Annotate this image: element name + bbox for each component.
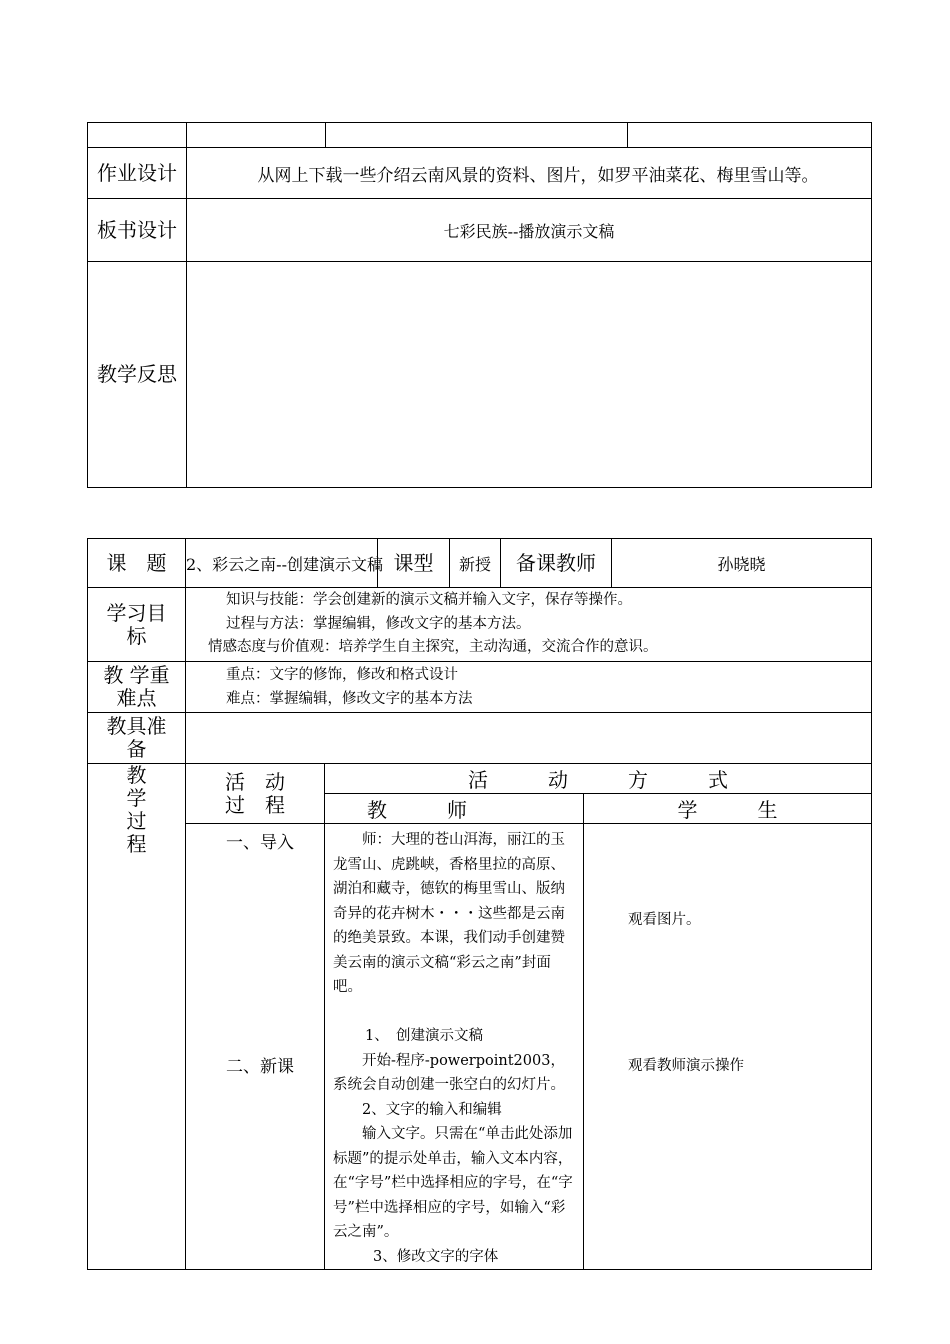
teacher-paragraph (333, 1000, 577, 1025)
teacher-paragraph: 开始-程序-powerpoint2003，系统会自动创建一张空白的幻灯片。 (333, 1052, 565, 1093)
step-intro: 一、导入 (226, 833, 294, 853)
empty-cell (88, 123, 187, 148)
process-body-row (88, 824, 872, 1270)
key-label: 教 学重难点 (88, 662, 186, 713)
key-line: 难点：掌握编辑，修改文字的基本方法 (226, 691, 473, 707)
goal-row (88, 588, 872, 662)
teacher-paragraph: 2、文字的输入和编辑 (362, 1101, 502, 1118)
lesson-plan-table (87, 538, 872, 1270)
empty-header-row (88, 123, 872, 148)
teacher-paragraph: 1、 创建演示文稿 (365, 1028, 483, 1044)
topic-row (88, 539, 872, 588)
homework-label: 作业设计 (88, 148, 187, 199)
reflection-label: 教学反思 (88, 262, 187, 488)
student-activity (584, 824, 872, 1270)
board-row (88, 199, 872, 262)
student-action: 观看教师演示操作 (628, 1058, 744, 1074)
tools-label: 教具准备 (88, 713, 186, 764)
key-line: 重点：文字的修饰，修改和格式设计 (226, 667, 458, 683)
activity-label (186, 764, 325, 824)
key-points-row (88, 662, 872, 713)
tools-content (186, 713, 872, 764)
student-column-header: 学 生 (584, 794, 872, 824)
teacher-label: 备课教师 (501, 539, 612, 588)
empty-cell (628, 123, 872, 148)
tools-row (88, 713, 872, 764)
type-value: 新授 (450, 539, 501, 588)
teacher-activity (325, 824, 584, 1270)
board-text: 七彩民族--播放演示文稿 (187, 199, 872, 262)
empty-cell (326, 123, 628, 148)
student-action: 观看图片。 (628, 912, 701, 928)
homework-board-table (87, 122, 872, 488)
activity-label-line: 活 动 (225, 769, 285, 794)
activity-label-line: 过 程 (225, 792, 285, 817)
goal-line: 情感态度与价值观：培养学生自主探究，主动沟通，交流合作的意识。 (208, 639, 658, 656)
reflection-row (88, 262, 872, 488)
homework-row (88, 148, 872, 199)
key-content (186, 662, 872, 713)
topic-label: 课 题 (88, 539, 186, 588)
board-label: 板书设计 (88, 199, 187, 262)
homework-text: 从网上下载一些介绍云南风景的资料、图片，如罗平油菜花、梅里雪山等。 (187, 148, 872, 199)
goal-label: 学习目标 (88, 588, 186, 662)
teacher-paragraph: 输入文字。只需在“单击此处添加标题”的提示处单击，输入文本内容，在“字号”栏中选择相应的字号，在“字号”栏中选择相应的字号，如输入“彩云之南”。 (333, 1126, 573, 1240)
goal-content (186, 588, 872, 662)
process-steps (186, 824, 325, 1270)
reflection-content (187, 262, 872, 488)
empty-cell (187, 123, 326, 148)
teacher-paragraph: 3、修改文字的字体 (373, 1248, 499, 1265)
goal-line: 过程与方法：掌握编辑，修改文字的基本方法。 (226, 615, 531, 632)
process-label: 教学过程 (88, 764, 186, 1270)
process-header-row-1 (88, 764, 872, 794)
step-new-lesson: 二、新课 (226, 1057, 294, 1077)
teacher-column-header: 教 师 (325, 794, 584, 824)
teacher-paragraph: 师：大理的苍山洱海，丽江的玉龙雪山、虎跳峡，香格里拉的高原、湖泊和藏寺，德钦的梅里雪山、版纳奇异的花卉树木・・・这些都是云南的绝美景致。本课，我们动手创建赞美云南的演示文稿“彩云之南”封面吧。 (333, 832, 565, 995)
topic-value: 2、彩云之南--创建演示文稿 (186, 539, 378, 588)
goal-line: 知识与技能：学会创建新的演示文稿并输入文字，保存等操作。 (226, 592, 632, 609)
type-label: 课型 (378, 539, 450, 588)
mode-label: 活 动 方 式 (325, 764, 872, 794)
teacher-value: 孙晓晓 (612, 539, 872, 588)
